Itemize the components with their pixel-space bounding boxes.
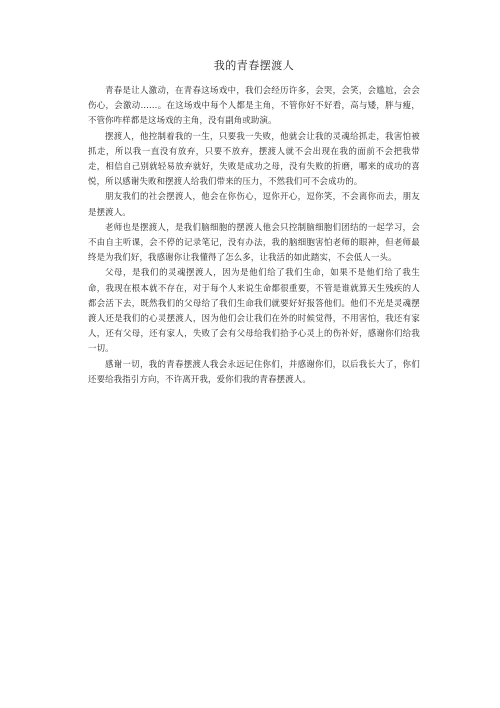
document-title: 我的青春摆渡人	[213, 59, 295, 72]
paragraph-thanks: 感谢一切，我的青春摆渡人我会永远记住你们，并感谢你们，以后我长大了，你们还要给我指引方向，不许离开我，爱你们我的青春摆渡人。	[88, 358, 420, 384]
paragraph-intro: 青春是让人激动，在青春这场戏中，我们会经历许多，会哭，会笑，会尴尬，会会伤心，会激动……。在这场戏中每个人都是主角，不管你好不好看，高与矮，胖与瘦，不管你咋样都是这场戏的主角，没有副角或助演。	[88, 85, 420, 126]
paragraph-teachers: 老师也是摆渡人，是我们脑细胞的摆渡人他会只控制脑细胞们团结的一起学习，会不由自主听课，会不停的记录笔记，没有办法，我的脑细胞害怕老师的眼神，但老师最终是为我们好，我感谢你让我懂得了怎么多，让我活的如此踏实，不会低人一头。	[88, 221, 420, 263]
document-page	[88, 58, 420, 387]
paragraph-parents: 父母，是我们的灵魂摆渡人，因为是他们给了我们生命，如果不是他们给了我生命，我现在根本就不存在，对于每个人来说生命都很重要，不管是谁就算天生残疾的人都会活下去，既然我们的父母给了我们生命我们就要好好报答他们。他们不光是灵魂摆渡人还是我们的心灵摆渡人，因为他们会让我们在外的时候觉得，不用害怕，我还有家人，还有父母，还有家人，失败了会有父母给我们拾予心灵上的伤补好，感谢你们给我一切。	[88, 267, 420, 354]
paragraph-failure: 摆渡人，他控制着我的一生，只要我一失败，他就会让我的灵魂给抓走，我害怕被抓走，所以我一直没有放弃，只要不放弃，摆渡人就不会出现在我的面前不会把我带走，相信自己别就轻易放弃就好，失败是成功之母，没有失败的折磨，哪来的成功的喜悦，所以感谢失败和摆渡人给我们带来的压力，不然我们可不会成功的。	[88, 130, 420, 187]
paragraph-friends: 朋友我们的社会摆渡人，他会在你伤心，逗你开心，逗你笑，不会离你而去，朋友是摆渡人。	[88, 191, 420, 217]
